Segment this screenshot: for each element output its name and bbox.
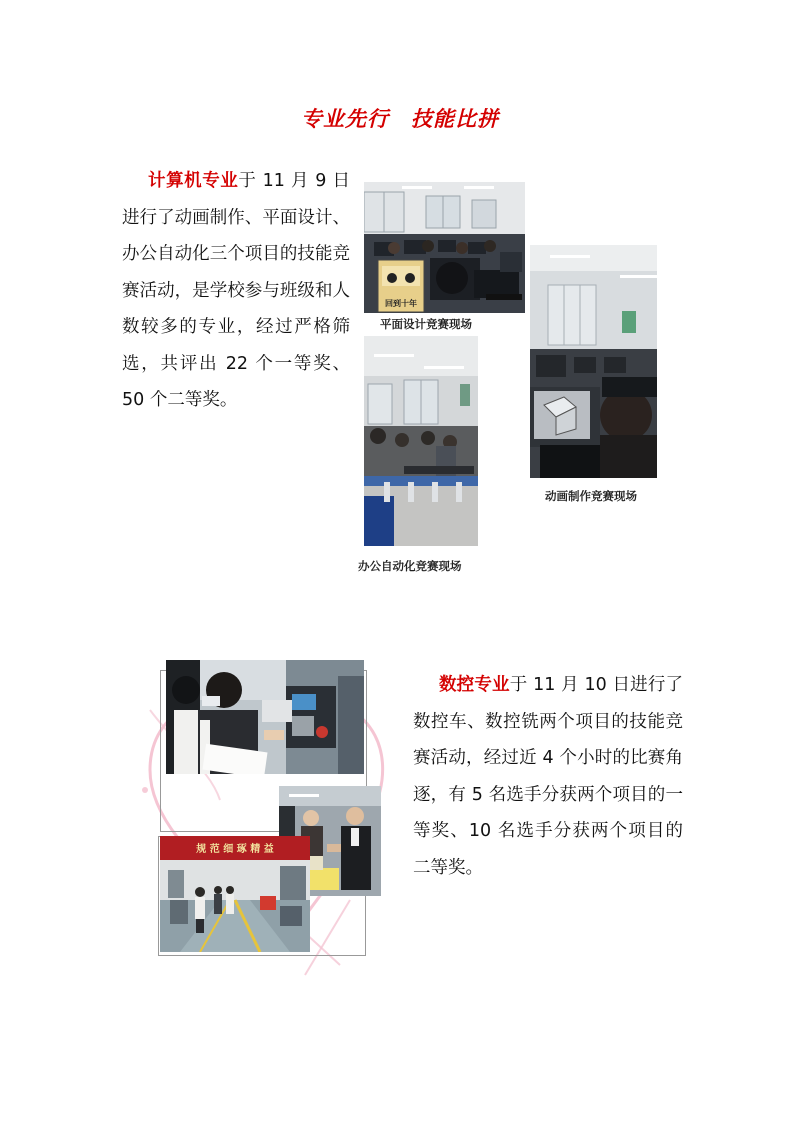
cnc-machine-photo	[166, 660, 364, 774]
computer-major-highlight: 计算机专业	[148, 171, 239, 191]
computer-major-paragraph	[122, 163, 350, 419]
workshop-photo	[160, 836, 310, 952]
cnc-major-paragraph	[413, 667, 683, 886]
animation-caption: 动画制作竞赛现场	[545, 489, 637, 503]
workshop-banner-text: 规 范 细 琢 精 益	[196, 844, 274, 855]
cnc-major-highlight: 数控专业	[439, 675, 510, 695]
office-automation-caption: 办公自动化竞赛现场	[358, 559, 462, 573]
animation-photo	[530, 245, 657, 478]
page-title: 专业先行 技能比拼	[301, 107, 499, 131]
office-automation-photo	[364, 336, 478, 546]
computer-major-text: 于 11 月 9 日进行了动画制作、平面设计、办公自动化三个项目的技能竞赛活动，是学校参与班级和人数较多的专业，经过严格筛选，共评出 22 个一等奖、50 个二等奖。	[122, 171, 351, 410]
graphic-design-caption: 平面设计竞赛现场	[380, 317, 472, 331]
cnc-major-text: 于 11 月 10 日进行了数控车、数控铣两个项目的技能竞赛活动，经过近 4 个小时的比赛角逐，有 5 名选手分获两个项目的一等奖、10 名选手分获两个项目的二等奖。	[413, 675, 683, 878]
poster-text: 回到十年	[385, 299, 417, 308]
graphic-design-photo	[364, 182, 525, 313]
